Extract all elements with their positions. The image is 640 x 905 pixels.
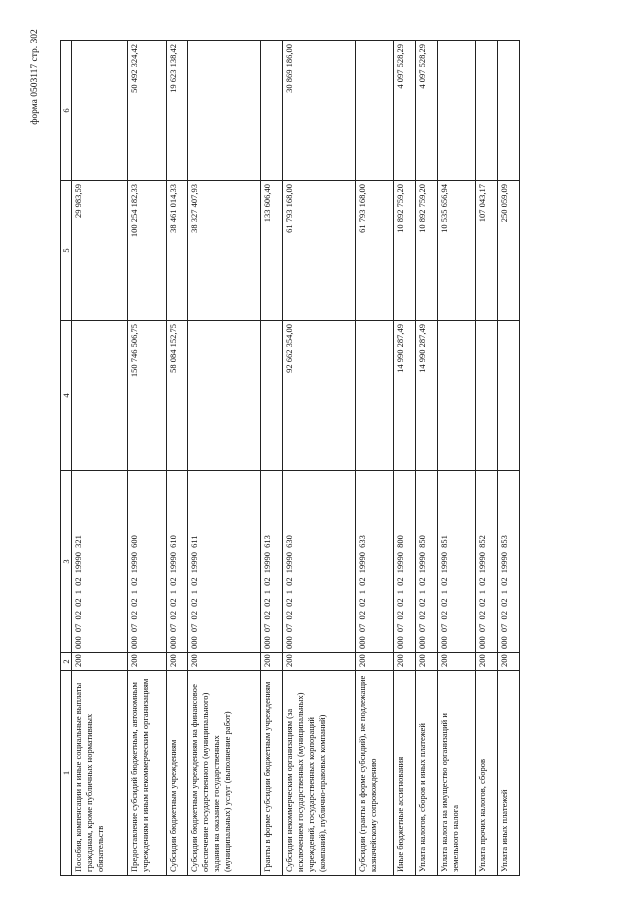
row-executed: 29 983,59 bbox=[72, 181, 128, 321]
row-unexecuted bbox=[498, 41, 520, 181]
table-row bbox=[355, 41, 394, 876]
row-executed: 10 892 759,20 bbox=[394, 181, 416, 321]
row-budget-code: 000 07 02 02 1 02 19990 321 bbox=[72, 471, 128, 653]
row-name: Предоставление субсидий бюджетным, автономным учреждениям и иным некоммерческим организациям bbox=[127, 671, 166, 876]
row-executed: 38 327 407,93 bbox=[188, 181, 261, 321]
rotated-report-area bbox=[60, 41, 520, 876]
row-budget-code: 000 07 02 02 1 02 19990 611 bbox=[188, 471, 261, 653]
row-line-code: 200 bbox=[355, 653, 394, 671]
row-line-code: 200 bbox=[127, 653, 166, 671]
row-approved: 14 990 287,49 bbox=[416, 321, 438, 471]
row-unexecuted: 19 623 138,42 bbox=[166, 41, 188, 181]
column-header-6: 6 bbox=[61, 41, 72, 181]
table-row bbox=[394, 41, 416, 876]
table-body bbox=[72, 41, 520, 876]
row-unexecuted bbox=[476, 41, 498, 181]
row-line-code: 200 bbox=[166, 653, 188, 671]
row-name: Субсидии бюджетным учреждениям на финансовое обеспечение государственного (муниципального) задания на оказание государственных (муниципальных) услуг (выполнение работ) bbox=[188, 671, 261, 876]
table-row bbox=[166, 41, 188, 876]
table-row bbox=[476, 41, 498, 876]
row-budget-code: 000 07 02 02 1 02 19990 613 bbox=[261, 471, 283, 653]
row-executed: 38 461 014,33 bbox=[166, 181, 188, 321]
row-approved: 14 990 287,49 bbox=[394, 321, 416, 471]
row-budget-code: 000 07 02 02 1 02 19990 853 bbox=[498, 471, 520, 653]
row-line-code: 200 bbox=[72, 653, 128, 671]
row-executed: 61 793 168,00 bbox=[355, 181, 394, 321]
table-header-row bbox=[61, 41, 72, 876]
row-line-code: 200 bbox=[416, 653, 438, 671]
row-executed: 10 535 656,94 bbox=[437, 181, 476, 321]
column-header-2: 2 bbox=[61, 653, 72, 671]
row-name: Пособия, компенсации и иные социальные выплаты гражданам, кроме публичных нормативных обязательств bbox=[72, 671, 128, 876]
page-header bbox=[26, 12, 44, 142]
row-line-code: 200 bbox=[498, 653, 520, 671]
row-name: Субсидии (гранты в форме субсидий), не подлежащие казначейскому сопровождению bbox=[355, 671, 394, 876]
table-row bbox=[72, 41, 128, 876]
row-approved bbox=[72, 321, 128, 471]
row-approved bbox=[261, 321, 283, 471]
row-name: Уплата налогов, сборов и иных платежей bbox=[416, 671, 438, 876]
row-line-code: 200 bbox=[437, 653, 476, 671]
column-header-4: 4 bbox=[61, 321, 72, 471]
row-approved: 92 662 354,00 bbox=[282, 321, 355, 471]
row-unexecuted: 4 097 528,29 bbox=[394, 41, 416, 181]
row-unexecuted: 30 869 186,00 bbox=[282, 41, 355, 181]
row-line-code: 200 bbox=[188, 653, 261, 671]
row-approved: 150 746 506,75 bbox=[127, 321, 166, 471]
row-budget-code: 000 07 02 02 1 02 19990 630 bbox=[282, 471, 355, 653]
row-name: Гранты в форме субсидии бюджетным учреждениям bbox=[261, 671, 283, 876]
row-unexecuted: 4 097 528,29 bbox=[416, 41, 438, 181]
row-budget-code: 000 07 02 02 1 02 19990 852 bbox=[476, 471, 498, 653]
row-unexecuted bbox=[72, 41, 128, 181]
table-row bbox=[498, 41, 520, 876]
row-name: Иные бюджетные ассигнования bbox=[394, 671, 416, 876]
column-header-1: 1 bbox=[61, 671, 72, 876]
row-approved bbox=[476, 321, 498, 471]
row-name: Уплата налога на имущество организаций и земельного налога bbox=[437, 671, 476, 876]
row-executed: 133 606,40 bbox=[261, 181, 283, 321]
row-line-code: 200 bbox=[282, 653, 355, 671]
row-name: Уплата иных платежей bbox=[498, 671, 520, 876]
table-row bbox=[261, 41, 283, 876]
row-unexecuted: 50 492 324,42 bbox=[127, 41, 166, 181]
row-executed: 100 254 182,33 bbox=[127, 181, 166, 321]
table-row bbox=[282, 41, 355, 876]
row-line-code: 200 bbox=[394, 653, 416, 671]
row-approved bbox=[498, 321, 520, 471]
row-name: Уплата прочих налогов, сборов bbox=[476, 671, 498, 876]
row-approved bbox=[188, 321, 261, 471]
column-header-5: 5 bbox=[61, 181, 72, 321]
row-approved: 58 084 152,75 bbox=[166, 321, 188, 471]
row-budget-code: 000 07 02 02 1 02 19990 600 bbox=[127, 471, 166, 653]
row-budget-code: 000 07 02 02 1 02 19990 610 bbox=[166, 471, 188, 653]
row-unexecuted bbox=[355, 41, 394, 181]
row-name: Субсидии некоммерческим организациям (за исключением государственных (муниципальных) учреждений, государственных корпораций (компаний), публично-правовых компаний) bbox=[282, 671, 355, 876]
row-executed: 10 892 759,20 bbox=[416, 181, 438, 321]
row-budget-code: 000 07 02 02 1 02 19990 633 bbox=[355, 471, 394, 653]
table-row bbox=[437, 41, 476, 876]
row-executed: 250 059,09 bbox=[498, 181, 520, 321]
column-header-3: 3 bbox=[61, 471, 72, 653]
row-executed: 61 793 168,00 bbox=[282, 181, 355, 321]
row-unexecuted bbox=[437, 41, 476, 181]
row-budget-code: 000 07 02 02 1 02 19990 800 bbox=[394, 471, 416, 653]
row-executed: 107 043,17 bbox=[476, 181, 498, 321]
report-table bbox=[60, 40, 520, 876]
table-row bbox=[416, 41, 438, 876]
row-line-code: 200 bbox=[261, 653, 283, 671]
row-line-code: 200 bbox=[476, 653, 498, 671]
row-budget-code: 000 07 02 02 1 02 19990 850 bbox=[416, 471, 438, 653]
row-name: Субсидии бюджетным учреждениям bbox=[166, 671, 188, 876]
table-row bbox=[127, 41, 166, 876]
page-header-text: форма 0503117 стр. 302 bbox=[30, 29, 40, 125]
row-unexecuted bbox=[261, 41, 283, 181]
row-unexecuted bbox=[188, 41, 261, 181]
row-approved bbox=[437, 321, 476, 471]
row-approved bbox=[355, 321, 394, 471]
row-budget-code: 000 07 02 02 1 02 19990 851 bbox=[437, 471, 476, 653]
table-row bbox=[188, 41, 261, 876]
